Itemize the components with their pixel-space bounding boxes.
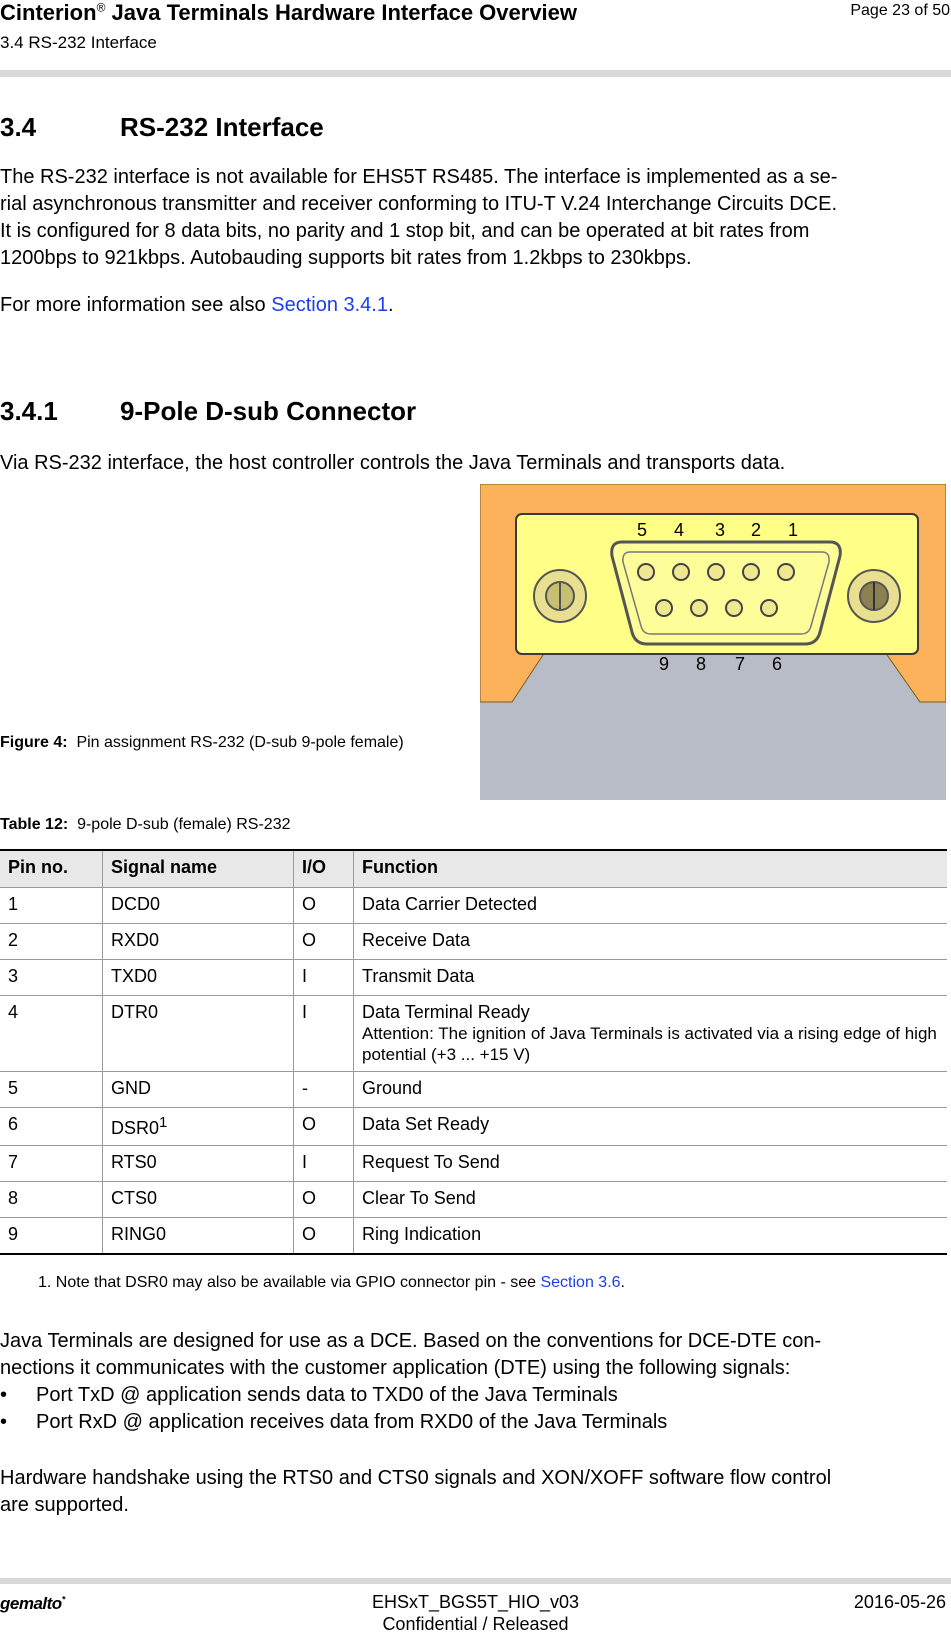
table-row: 2 RXD0 O Receive Data [0,924,947,960]
footer-divider [0,1578,951,1584]
bullet-item: • Port RxD @ application receives data from RXD0 of the Java Terminals [0,1411,668,1433]
document-date: 2016-05-26 [853,1592,946,1612]
document-id: EHSxT_BGS5T_HIO_v03 [371,1592,580,1612]
dce-paragraph: Java Terminals are designed for use as a DCE. Based on the conventions for DCE-DTE con- nections it communicates with the customer application (DTE) using the following signals: [0,1330,822,1379]
pin-label-7: 7 [734,654,746,674]
more-info-paragraph: For more information see also Section 3.4.1. [0,294,394,316]
footnote-section-link[interactable]: Section 3.6 [540,1274,621,1291]
dsub-shell [612,542,841,644]
header-pin: Pin no. [0,850,103,888]
header-signal: Signal name [103,850,294,888]
footnote-marker: 1 [159,1114,168,1131]
pin-label-3: 3 [714,520,726,540]
function-note: Attention: The ignition of Java Terminals is activated via a rising edge of high potential (+3 ... +15 V) [362,1024,937,1064]
table-row: 1 DCD0 O Data Carrier Detected [0,888,947,924]
dsub-connector-figure [480,484,946,800]
section-link[interactable]: Section 3.4.1 [271,294,388,316]
left-screw-icon [534,570,586,622]
subsection-intro: Via RS-232 interface, the host controller controls the Java Terminals and transports data. [0,452,786,474]
table-row: 5 GND - Ground [0,1072,947,1108]
confidentiality-label: Confidential / Released [382,1614,569,1634]
table-row: 3 TXD0 I Transmit Data [0,960,947,996]
table-row: 4 DTR0 I Data Terminal Ready Attention: The ignition of Java Terminals is activated via a rising edge of high potential (+3 ... +15 V) [0,996,947,1072]
pin-label-9: 9 [658,654,670,674]
table-row: 7 RTS0 I Request To Send [0,1146,947,1182]
bullet-icon: • [0,1384,8,1406]
document-title: Cinterion® Java Terminals Hardware Interface Overview [0,0,578,25]
subsection-heading: 3.4.1 9-Pole D-sub Connector [0,396,417,426]
right-screw-icon [848,570,900,622]
running-section-title: 3.4 RS-232 Interface [0,33,157,52]
header-divider [0,70,951,77]
bullet-item: • Port TxD @ application sends data to TXD0 of the Java Terminals [0,1384,618,1406]
pin-label-2: 2 [750,520,762,540]
page-number: Page 23 of 50 [850,2,950,19]
section-paragraph: The RS-232 interface is not available for EHS5T RS485. The interface is implemented as a se- rial asynchronous transmitter and receiver conforming to ITU-T V.24 Interchange Circuits DCE. It is configured for 8 data bits, no parity and 1 stop bit, and can be operated at bit rates from 1200bps to 921kbps. Autobauding supports bit rates from 1.2kbps to 230kbps. [0,166,838,269]
handshake-paragraph: Hardware handshake using the RTS0 and CTS0 signals and XON/XOFF software flow control are supported. [0,1467,832,1516]
bullet-icon: • [0,1411,8,1433]
gemalto-logo: gemalto* [0,1594,65,1613]
pin-label-5: 5 [636,520,648,540]
header-io: I/O [294,850,354,888]
table-row: 8 CTS0 O Clear To Send [0,1182,947,1218]
table-row: 6 $DSR0^1$ O Data Set Ready [0,1108,947,1146]
section-heading: 3.4 RS-232 Interface [0,112,324,142]
pin-label-1: 1 [787,520,799,540]
pin-assignment-table [0,849,947,1255]
table-header-row [0,850,947,888]
header-function: Function [354,850,948,888]
table-footnote: 1. Note that DSR0 may also be available via GPIO connector pin - see Section 3.6. [38,1274,625,1291]
pin-label-6: 6 [771,654,783,674]
pin-label-8: 8 [695,654,707,674]
table-caption: Table 12: 9-pole D-sub (female) RS-232 [0,816,291,833]
table-row: 9 RING0 O Ring Indication [0,1218,947,1255]
figure-caption: Figure 4: Pin assignment RS-232 (D-sub 9-pole female) [0,734,404,751]
function-text: Data Terminal Ready [362,1002,530,1022]
pin-label-4: 4 [673,520,685,540]
